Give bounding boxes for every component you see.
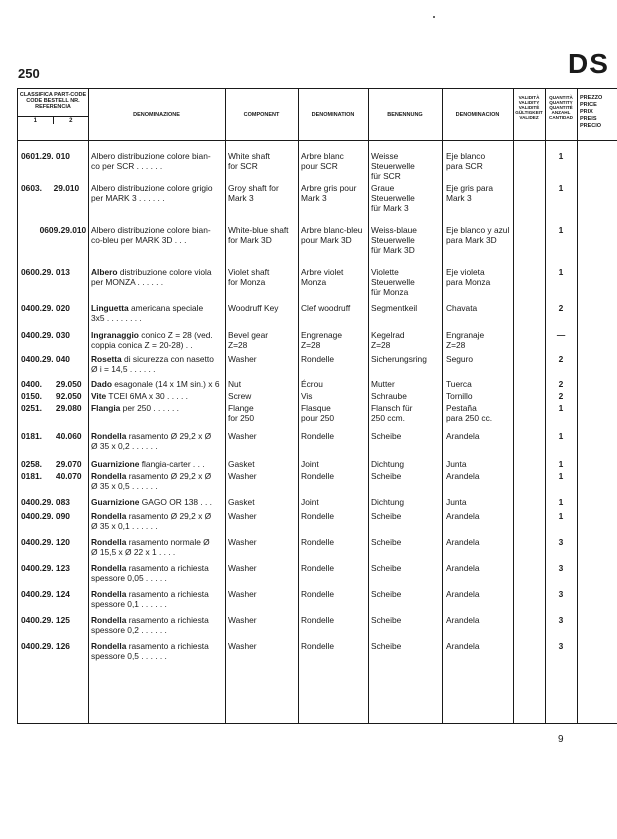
italian-name: [91, 403, 223, 413]
col-divider: [88, 89, 89, 723]
part-code: 0400.29. 090: [21, 511, 70, 521]
header-english: COMPONENT: [243, 111, 280, 118]
series-label: DS: [568, 48, 609, 79]
col-divider: [368, 89, 369, 723]
part-code: 0150. 92.050: [21, 391, 82, 401]
german-name: Mutter: [371, 379, 395, 389]
italian-name-bold: Rondella: [91, 471, 127, 481]
header-price: PREZZO PRICE PRIX PREIS PRECIO: [580, 95, 603, 129]
english-name: Washer: [228, 354, 257, 364]
french-name: Rondelle: [301, 641, 335, 651]
header-italian: DENOMINAZIONE: [133, 111, 180, 118]
spanish-name: Arandela: [446, 431, 480, 441]
spanish-name: Tornillo: [446, 391, 473, 401]
part-code: 0400.29. 126: [21, 641, 70, 651]
quantity: 1: [558, 459, 564, 469]
italian-name: [91, 563, 223, 583]
italian-name-bold: Guarnizione: [91, 459, 140, 469]
quantity: 1: [558, 183, 564, 193]
german-name: Scheibe: [371, 537, 402, 547]
part-code: 0601.29. 010: [21, 151, 70, 161]
part-code: 0400.29. 123: [21, 563, 70, 573]
italian-name-text: rasamento a richiesta spessore 0,1 . . . . . .: [91, 589, 209, 609]
german-name: Weiss-blaue Steuerwelle für Mark 3D: [371, 225, 417, 255]
english-name: Violet shaft for Monza: [228, 267, 270, 287]
french-name: Vis: [301, 391, 313, 401]
spanish-name: Pestaña para 250 cc.: [446, 403, 493, 423]
italian-name: [91, 471, 223, 491]
german-name: Scheibe: [371, 511, 402, 521]
italian-name-bold: Rondella: [91, 563, 127, 573]
italian-name-bold: Dado: [91, 379, 112, 389]
quantity: 1: [558, 403, 564, 413]
french-name: Rondelle: [301, 431, 335, 441]
english-name: White shaft for SCR: [228, 151, 270, 171]
spanish-name: Tuerca: [446, 379, 472, 389]
italian-name-text: rasamento Ø 29,2 x Ø Ø 35 x 0,1 . . . . . .: [91, 511, 212, 531]
german-name: Violette Steuerwelle für Monza: [371, 267, 415, 297]
header-code: [18, 89, 88, 143]
italian-name: [91, 225, 223, 245]
italian-name-text: GAGO OR 138 . . .: [139, 497, 213, 507]
english-name: Flange for 250: [228, 403, 255, 423]
english-name: Woodruff Key: [228, 303, 279, 313]
french-name: Écrou: [301, 379, 323, 389]
part-code: 0400.29. 040: [21, 354, 70, 364]
italian-name: [91, 641, 223, 661]
part-code: 0600.29. 013: [21, 267, 70, 277]
part-code: 0603. 29.010: [21, 183, 80, 193]
part-code: 0400.29. 125: [21, 615, 70, 625]
part-code: 0400.29. 083: [21, 497, 70, 507]
italian-name-bold: Rondella: [91, 431, 127, 441]
spanish-name: Arandela: [446, 537, 480, 547]
footer-number: 9: [558, 734, 564, 745]
col-divider: [545, 89, 546, 723]
english-name: Screw: [228, 391, 252, 401]
italian-name: [91, 354, 223, 374]
italian-name-text: distribuzione colore viola per MONZA . . . . . .: [91, 267, 212, 287]
quantity: —: [556, 330, 566, 340]
quantity: 2: [558, 391, 564, 401]
italian-name: [91, 183, 223, 203]
italian-name: [91, 267, 223, 287]
quantity: 3: [558, 641, 564, 651]
quantity: 2: [558, 303, 564, 313]
german-name: Scheibe: [371, 431, 402, 441]
english-name: Washer: [228, 511, 257, 521]
italian-name-bold: Albero: [91, 267, 118, 277]
spanish-name: Arandela: [446, 471, 480, 481]
italian-name: [91, 330, 223, 350]
part-code: 0400.29. 020: [21, 303, 70, 313]
spanish-name: Junta: [446, 459, 467, 469]
quantity: 2: [558, 379, 564, 389]
quantity: 3: [558, 589, 564, 599]
italian-name: [91, 537, 223, 557]
italian-name: [91, 615, 223, 635]
col-divider: [513, 89, 514, 723]
spanish-name: Eje violeta para Monza: [446, 267, 491, 287]
italian-name-bold: Vite: [91, 391, 107, 401]
german-name: Flansch für 250 ccm.: [371, 403, 413, 423]
col-divider: [577, 89, 578, 723]
parts-table: [17, 88, 617, 724]
italian-name-bold: Ingranaggio: [91, 330, 139, 340]
italian-name-text: TCEI 6MA x 30 . . . . .: [106, 391, 188, 401]
german-name: Weisse Steuerwelle für SCR: [371, 151, 415, 181]
italian-name-text: esagonale (14 x 1M sin.) x 6: [111, 379, 220, 389]
part-code: 0400.29. 124: [21, 589, 70, 599]
italian-name-text: rasamento Ø 29,2 x Ø Ø 35 x 0,5 . . . . . .: [91, 471, 212, 491]
part-code: 0251. 29.080: [21, 403, 82, 413]
part-code: 0400. 29.050: [21, 379, 82, 389]
italian-name-bold: Flangia: [91, 403, 121, 413]
part-code: 0609.29.010: [21, 225, 87, 235]
spanish-name: Eje gris para Mark 3: [446, 183, 494, 203]
header-quantity: QUANTITÀ QUANTITY QUANTITÉ ANZAHL CANTIDAD: [549, 95, 573, 120]
french-name: Rondelle: [301, 511, 335, 521]
spanish-name: Junta: [446, 497, 467, 507]
spanish-name: Arandela: [446, 641, 480, 651]
header-validity: VALIDITÀ VALIDITY VALIDITÉ GÜLTIGKEIT VALIDEZ: [515, 95, 543, 120]
french-name: Joint: [301, 497, 319, 507]
spanish-name: Chavata: [446, 303, 478, 313]
english-name: Gasket: [228, 459, 255, 469]
italian-name-bold: Rondella: [91, 589, 127, 599]
header-code-sub-1: 1: [18, 117, 54, 124]
italian-name: [91, 511, 223, 531]
italian-name: [91, 391, 223, 401]
part-code: 0181. 40.070: [21, 471, 82, 481]
quantity: 1: [558, 511, 564, 521]
italian-name: [91, 431, 223, 451]
italian-name-text: rasamento normale Ø Ø 15,5 x Ø 22 x 1 . . . .: [91, 537, 210, 557]
spanish-name: Eje blanco y azul para Mark 3D: [446, 225, 510, 245]
french-name: Arbre violet Monza: [301, 267, 344, 287]
german-name: Scheibe: [371, 615, 402, 625]
italian-name-text: rasamento Ø 29,2 x Ø Ø 35 x 0,2 . . . . . .: [91, 431, 212, 451]
italian-name-text: rasamento a richiesta spessore 0,5 . . . . . .: [91, 641, 209, 661]
french-name: Arbre blanc-bleu pour Mark 3D: [301, 225, 363, 245]
german-name: Sicherungsring: [371, 354, 427, 364]
italian-name-text: americana speciale 3x5 . . . . . . . .: [91, 303, 204, 323]
page-number: 250: [18, 66, 40, 81]
header-spanish: DENOMINACION: [455, 111, 500, 118]
spanish-name: Arandela: [446, 563, 480, 573]
italian-name-bold: Rondella: [91, 537, 127, 547]
quantity: 1: [558, 151, 564, 161]
italian-name-bold: Rondella: [91, 641, 127, 651]
english-name: White-blue shaft for Mark 3D: [228, 225, 289, 245]
italian-name: [91, 459, 223, 469]
spanish-name: Arandela: [446, 615, 480, 625]
french-name: Rondelle: [301, 589, 335, 599]
quantity: 1: [558, 471, 564, 481]
italian-name-text: di sicurezza con nasetto Ø i = 14,5 . . . . . .: [91, 354, 214, 374]
part-code: 0258. 29.070: [21, 459, 82, 469]
spanish-name: Arandela: [446, 511, 480, 521]
french-name: Clef woodruff: [301, 303, 351, 313]
quantity: 1: [558, 497, 564, 507]
quantity: 1: [558, 225, 564, 235]
german-name: Segmentkeil: [371, 303, 418, 313]
english-name: Washer: [228, 431, 257, 441]
german-name: Graue Steuerwelle für Mark 3: [371, 183, 415, 213]
italian-name: [91, 589, 223, 609]
header-french: DENOMINATION: [311, 111, 355, 118]
italian-name-text: Albero distribuzione colore grigio per MARK 3 . . . . . .: [91, 183, 213, 203]
french-name: Arbre gris pour Mark 3: [301, 183, 357, 203]
english-name: Nut: [228, 379, 242, 389]
part-code: 0181. 40.060: [21, 431, 82, 441]
english-name: Washer: [228, 471, 257, 481]
italian-name-bold: Rondella: [91, 615, 127, 625]
spanish-name: Arandela: [446, 589, 480, 599]
italian-name-text: per 250 . . . . . .: [120, 403, 179, 413]
italian-name-text: conico Z = 28 (ved. coppia conica Z = 20-28) . .: [91, 330, 213, 350]
italian-name: [91, 151, 223, 171]
part-code: 0400.29. 030: [21, 330, 70, 340]
english-name: Gasket: [228, 497, 255, 507]
german-name: Scheibe: [371, 589, 402, 599]
col-divider: [298, 89, 299, 723]
english-name: Bevel gear Z=28: [228, 330, 269, 350]
spanish-name: Engranaje Z=28: [446, 330, 485, 350]
german-name: Schraube: [371, 391, 407, 401]
italian-name-bold: Rondella: [91, 511, 127, 521]
german-name: Dichtung: [371, 497, 405, 507]
spanish-name: Seguro: [446, 354, 474, 364]
italian-name-text: Albero distribuzione colore bian- co per SCR . . . . . .: [91, 151, 211, 171]
italian-name-text: rasamento a richiesta spessore 0,05 . . . . .: [91, 563, 209, 583]
col-divider: [225, 89, 226, 723]
french-name: Rondelle: [301, 563, 335, 573]
italian-name-bold: Guarnizione: [91, 497, 140, 507]
quantity: 3: [558, 537, 564, 547]
german-name: Dichtung: [371, 459, 405, 469]
italian-name: [91, 303, 223, 323]
french-name: Rondelle: [301, 537, 335, 547]
header-divider: [18, 140, 617, 141]
italian-name-text: flangia-carter . . .: [139, 459, 205, 469]
german-name: Scheibe: [371, 563, 402, 573]
french-name: Joint: [301, 459, 319, 469]
quantity: 1: [558, 267, 564, 277]
italian-name-text: Albero distribuzione colore bian- co-bleu per MARK 3D . . .: [91, 225, 211, 245]
french-name: Arbre blanc pour SCR: [301, 151, 344, 171]
italian-name-text: rasamento a richiesta spessore 0,2 . . . . . .: [91, 615, 209, 635]
french-name: Engrenage Z=28: [301, 330, 342, 350]
quantity: 3: [558, 615, 564, 625]
spanish-name: Eje blanco para SCR: [446, 151, 486, 171]
header-german: BENENNUNG: [387, 111, 423, 118]
german-name: Scheibe: [371, 641, 402, 651]
german-name: Scheibe: [371, 471, 402, 481]
col-divider: [442, 89, 443, 723]
part-code: 0400.29. 120: [21, 537, 70, 547]
italian-name-bold: Linguetta: [91, 303, 129, 313]
header-code-label: CLASSIFICA PART-CODE CODE BESTELL NR. REFERENCIA: [19, 92, 87, 110]
quantity: 2: [558, 354, 564, 364]
english-name: Washer: [228, 563, 257, 573]
scan-speck: [433, 16, 435, 18]
french-name: Rondelle: [301, 615, 335, 625]
italian-name: [91, 379, 223, 389]
french-name: Rondelle: [301, 471, 335, 481]
header-code-sub-2: 2: [69, 118, 73, 124]
quantity: 3: [558, 563, 564, 573]
english-name: Groy shaft for Mark 3: [228, 183, 279, 203]
english-name: Washer: [228, 615, 257, 625]
quantity: 1: [558, 431, 564, 441]
italian-name: [91, 497, 223, 507]
french-name: Rondelle: [301, 354, 335, 364]
english-name: Washer: [228, 589, 257, 599]
english-name: Washer: [228, 641, 257, 651]
italian-name-bold: Rosetta: [91, 354, 122, 364]
english-name: Washer: [228, 537, 257, 547]
french-name: Flasque pour 250: [301, 403, 335, 423]
german-name: Kegelrad Z=28: [371, 330, 405, 350]
